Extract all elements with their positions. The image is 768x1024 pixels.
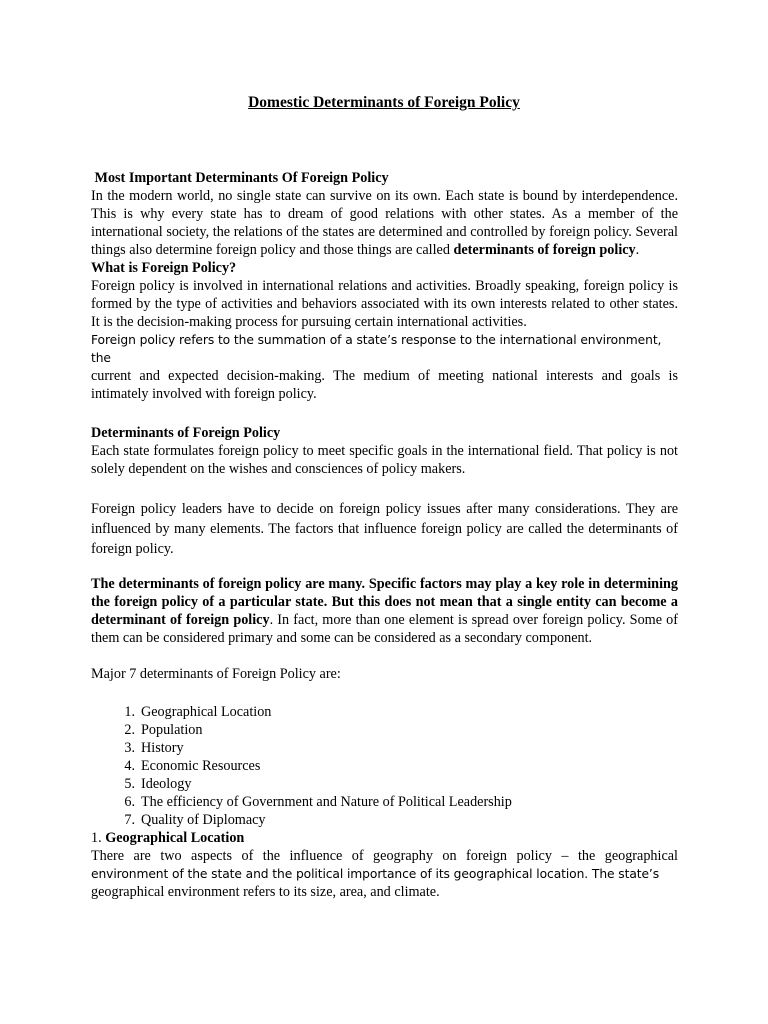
list-item [91, 739, 678, 757]
section-heading-text: Geographical Location [105, 830, 245, 846]
paragraph: Foreign policy leaders have to decide on foreign policy issues after many considerations. They are influenced by many elements. The factors that influence foreign policy are called the determinants of foreign policy. [91, 501, 678, 557]
list-item [91, 775, 678, 793]
section-heading: Determinants of Foreign Policy [91, 425, 281, 441]
list-number: 4. [124, 758, 135, 774]
section-most-important [91, 169, 678, 403]
list-number: 6. [124, 794, 135, 810]
list-number: 5. [124, 776, 135, 792]
section-number: 1. [91, 830, 106, 846]
list-label: Quality of Diplomacy [141, 812, 266, 828]
paragraph-line: environment of the state and the political importance of its geographical location. The state’s [91, 867, 660, 881]
list-item [91, 757, 678, 775]
list-label: History [141, 740, 184, 756]
paragraph: Foreign policy is involved in international relations and activities. Broadly speaking, foreign policy is formed by the type of activities and behaviors associated with its own interests related to other states. It is the decision-making process for pursuing certain international activities. [91, 278, 678, 330]
determinants-list [91, 703, 678, 829]
bold-statement: The determinants of foreign policy are many. Specific factors may play a key role in determining the foreign policy of a particular state. But this does not mean that a single entity can become a determinant of foreign policy [91, 576, 678, 628]
paragraph-line: geographical environment refers to its size, area, and climate. [91, 884, 440, 900]
paragraph-line: Foreign policy refers to the summation of a state’s response to the international environment, the [91, 333, 662, 365]
section-heading: What is Foreign Policy? [91, 260, 237, 276]
paragraph-end: . [635, 242, 640, 258]
list-item [91, 811, 678, 829]
paragraph-text: . In fact, more than one element is spread over foreign policy. Some of them can be considered primary and some can be considered as a secondary component. [91, 612, 678, 646]
paragraph [91, 187, 678, 259]
section-heading: Most Important Determinants Of Foreign Policy [91, 170, 389, 186]
list-number: 3. [124, 740, 135, 756]
paragraph-text: In the modern world, no single state can survive on its own. Each state is bound by interdependence. This is why every state has to dream of good relations with other states. As a member of the international society, the relations of the states are determined and controlled by foreign policy. Several things also determine foreign policy and those things are called [91, 188, 678, 258]
list-number: 2. [124, 722, 135, 738]
list-item [91, 721, 678, 739]
paragraph-line: There are two aspects of the influence of geography on foreign policy – the geographical [91, 848, 678, 864]
list-number: 1. [124, 704, 135, 720]
section-determinants [91, 424, 678, 478]
list-label: Population [141, 722, 203, 738]
list-item [91, 703, 678, 721]
list-intro: Major 7 determinants of Foreign Policy are: [91, 666, 341, 682]
list-label: The efficiency of Government and Nature of Political Leadership [141, 794, 512, 810]
paragraph [91, 575, 678, 647]
list-item [91, 793, 678, 811]
document-title: Domestic Determinants of Foreign Policy [248, 94, 520, 111]
list-number: 7. [124, 812, 135, 828]
list-label: Geographical Location [141, 704, 272, 720]
list-label: Economic Resources [141, 758, 261, 774]
section-heading [91, 829, 678, 847]
paragraph: current and expected decision-making. The medium of meeting national interests and goals is intimately involved with foreign policy. [91, 368, 678, 402]
list-label: Ideology [141, 776, 192, 792]
paragraph: Each state formulates foreign policy to meet specific goals in the international field. That policy is not solely dependent on the wishes and consciences of policy makers. [91, 443, 678, 477]
bold-term: determinants of foreign policy [453, 242, 636, 258]
section-geographical-location [91, 829, 678, 901]
